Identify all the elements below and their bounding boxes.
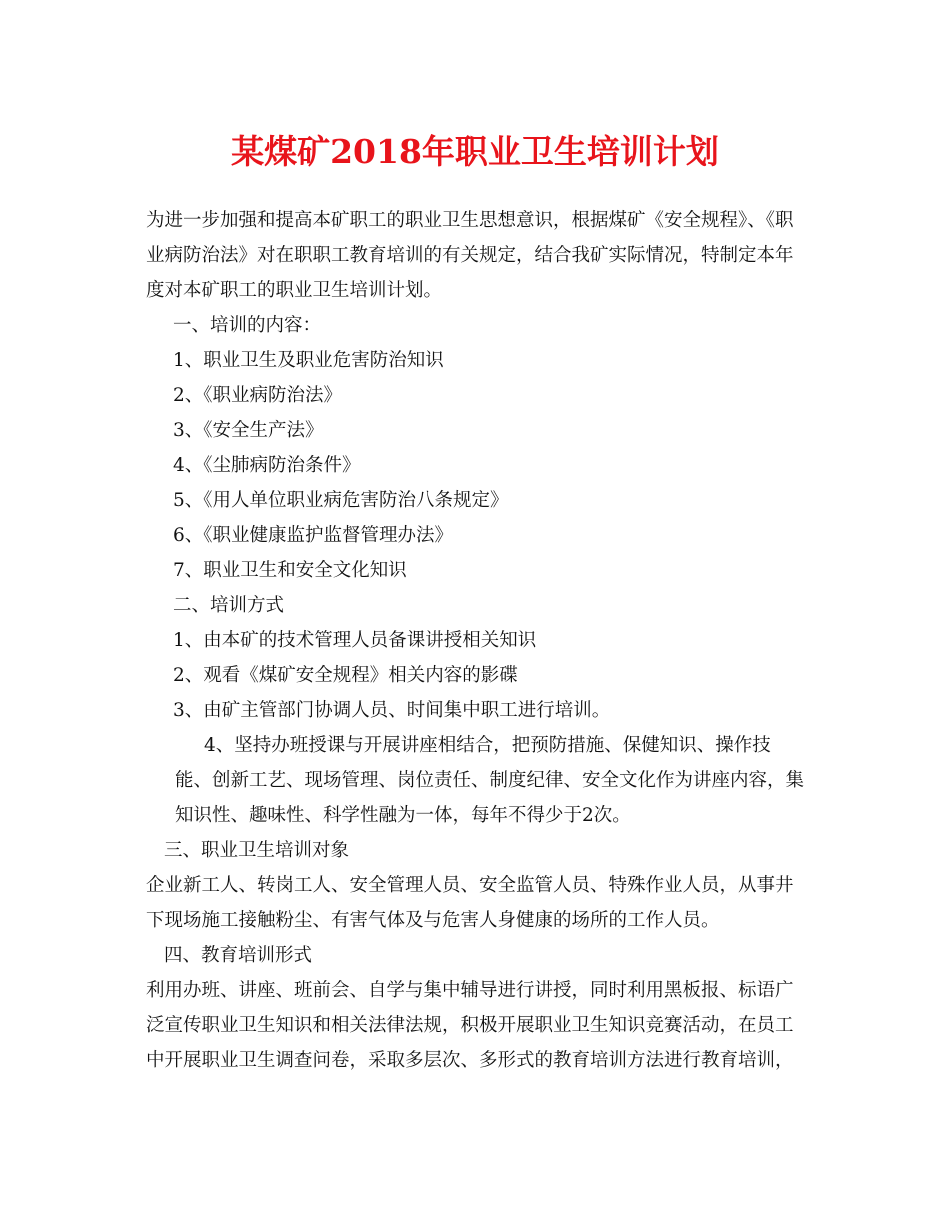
document-body xyxy=(146,203,806,1078)
section4-heading: 四、教育培训形式 xyxy=(164,945,313,966)
section1-item: 4、《尘肺病防治条件》 xyxy=(173,455,361,476)
section1-item: 5、《用人单位职业病危害防治八条规定》 xyxy=(173,490,509,511)
document-title: 某煤矿2018年职业卫生培训计划 xyxy=(231,132,719,171)
section3-heading: 三、职业卫生培训对象 xyxy=(164,840,350,861)
section1-item: 1、职业卫生及职业危害防治知识 xyxy=(173,350,444,371)
intro-paragraph: 为进一步加强和提高本矿职工的职业卫生思想意识，根据煤矿《安全规程》、《职业病防治法》对在职职工教育培训的有关规定，结合我矿实际情况，特制定本年度对本矿职工的职业卫生培训计划。 xyxy=(146,210,794,301)
section4-text: 利用办班、讲座、班前会、自学与集中辅导进行讲授，同时利用黑板报、标语广泛宣传职业卫生知识和相关法律法规，积极开展职业卫生知识竞赛活动，在员工中开展职业卫生调查问卷，采取多层次、多形式的教育培训方法进行教育培训， xyxy=(146,980,794,1071)
section2-item: 2、观看《煤矿安全规程》相关内容的影碟 xyxy=(173,665,518,686)
section1-heading: 一、培训的内容： xyxy=(173,315,322,336)
section1-item: 7、职业卫生和安全文化知识 xyxy=(173,560,407,581)
section1-item: 2、《职业病防治法》 xyxy=(173,385,343,406)
section1-item: 3、《安全生产法》 xyxy=(173,420,324,441)
section2-item: 1、由本矿的技术管理人员备课讲授相关知识 xyxy=(173,630,537,651)
section1-item: 6、《职业健康监护监督管理办法》 xyxy=(173,525,454,546)
section2-heading: 二、培训方式 xyxy=(173,595,285,616)
section2-item: 3、由矿主管部门协调人员、时间集中职工进行培训。 xyxy=(173,700,611,721)
section2-item: 4、坚持办班授课与开展讲座相结合，把预防措施、保健知识、操作技能、创新工艺、现场管理、岗位责任、制度纪律、安全文化作为讲座内容，集知识性、趣味性、科学性融为一体，每年不得少于2次。 xyxy=(175,735,805,826)
section3-text: 企业新工人、转岗工人、安全管理人员、安全监管人员、特殊作业人员，从事井下现场施工接触粉尘、有害气体及与危害人身健康的场所的工作人员。 xyxy=(146,875,794,931)
